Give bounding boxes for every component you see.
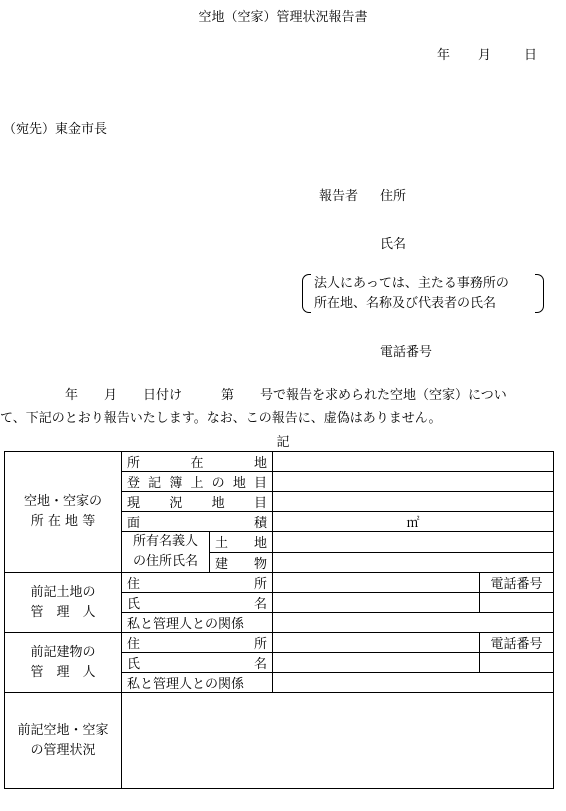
building-manager-tel-label: 電話番号 xyxy=(480,633,554,653)
area-unit: ㎡ xyxy=(406,516,420,531)
land-manager-line1: 前記土地の xyxy=(30,584,96,600)
management-status-field[interactable] xyxy=(122,693,554,789)
table-row xyxy=(5,633,554,653)
building-manager-line2: 管 理 人 xyxy=(30,664,96,680)
location-group-line2: 所 在 地 等 xyxy=(30,514,96,529)
building-manager-address-field[interactable] xyxy=(273,633,480,653)
status-group-label xyxy=(5,693,122,789)
location-value-field[interactable] xyxy=(273,452,554,472)
corporate-note-line1: 法人にあっては、主たる事務所の xyxy=(314,276,509,291)
row-label-land-manager-name: 氏名 xyxy=(122,593,273,613)
body-text-line1: 年 月 日付け 第 号で報告を求められた空地（空家）につい xyxy=(0,388,507,403)
registered-category-field[interactable] xyxy=(273,472,554,492)
land-manager-tel-field[interactable] xyxy=(480,593,554,613)
status-group-line2: の管理状況 xyxy=(30,742,96,758)
owner-building-field[interactable] xyxy=(273,552,554,573)
row-label-owner-building: 建物 xyxy=(210,552,273,573)
ki-heading: 記 xyxy=(276,435,290,450)
reporter-tel-label: 電話番号 xyxy=(380,345,433,360)
row-label-registered-category: 登記簿上の地目 xyxy=(122,472,273,492)
current-category-field[interactable] xyxy=(273,492,554,512)
area-field[interactable] xyxy=(273,512,554,532)
land-manager-name-field[interactable] xyxy=(273,593,480,613)
table-row xyxy=(5,573,554,593)
owner-group-line1: 所有名義人 xyxy=(132,534,198,549)
table-row xyxy=(5,452,554,472)
land-manager-relation-field[interactable] xyxy=(273,613,554,633)
owner-group-label xyxy=(122,532,210,573)
row-label-owner-land: 土地 xyxy=(210,532,273,553)
row-label-location: 所在地 xyxy=(122,452,273,472)
row-label-building-manager-relation: 私と管理人との関係 xyxy=(122,673,273,693)
date-year-label: 年 xyxy=(437,48,451,63)
row-label-current-category: 現況地目 xyxy=(122,492,273,512)
row-label-area: 面積 xyxy=(122,512,273,532)
page-title: 空地（空家）管理状況報告書 xyxy=(198,10,368,25)
bracket-left xyxy=(302,274,311,313)
location-group-line1: 空地・空家の xyxy=(23,494,102,509)
report-table xyxy=(4,451,554,789)
corporate-note xyxy=(314,274,539,314)
land-manager-line2: 管 理 人 xyxy=(30,604,96,620)
bracket-right xyxy=(535,274,544,313)
row-label-building-manager-address: 住所 xyxy=(122,633,273,653)
building-manager-tel-field[interactable] xyxy=(480,653,554,673)
land-manager-address-field[interactable] xyxy=(273,573,480,593)
building-manager-name-field[interactable] xyxy=(273,653,480,673)
owner-group-line2: の住所氏名 xyxy=(132,554,198,569)
land-manager-group-label xyxy=(5,573,122,633)
table-row xyxy=(5,693,554,789)
status-group-line1: 前記空地・空家 xyxy=(17,722,109,738)
row-label-land-manager-address: 住所 xyxy=(122,573,273,593)
reporter-address-label: 住所 xyxy=(380,189,407,204)
date-month-label: 月 xyxy=(478,48,492,63)
date-day-label: 日 xyxy=(524,48,538,63)
building-manager-relation-field[interactable] xyxy=(273,673,554,693)
body-text-line2: て、下記のとおり報告いたします。なお、この報告に、虚偽はありません。 xyxy=(0,411,442,426)
owner-land-field[interactable] xyxy=(273,532,554,553)
land-manager-tel-label: 電話番号 xyxy=(480,573,554,593)
building-manager-line1: 前記建物の xyxy=(30,644,96,660)
row-label-building-manager-name: 氏名 xyxy=(122,653,273,673)
addressee: （宛先）東金市長 xyxy=(3,122,108,137)
building-manager-group-label xyxy=(5,633,122,693)
location-group-label xyxy=(5,452,122,573)
row-label-land-manager-relation: 私と管理人との関係 xyxy=(122,613,273,633)
reporter-label: 報告者 xyxy=(319,189,359,204)
reporter-name-label: 氏名 xyxy=(380,237,407,252)
corporate-note-line2: 所在地、名称及び代表者の氏名 xyxy=(314,296,497,311)
